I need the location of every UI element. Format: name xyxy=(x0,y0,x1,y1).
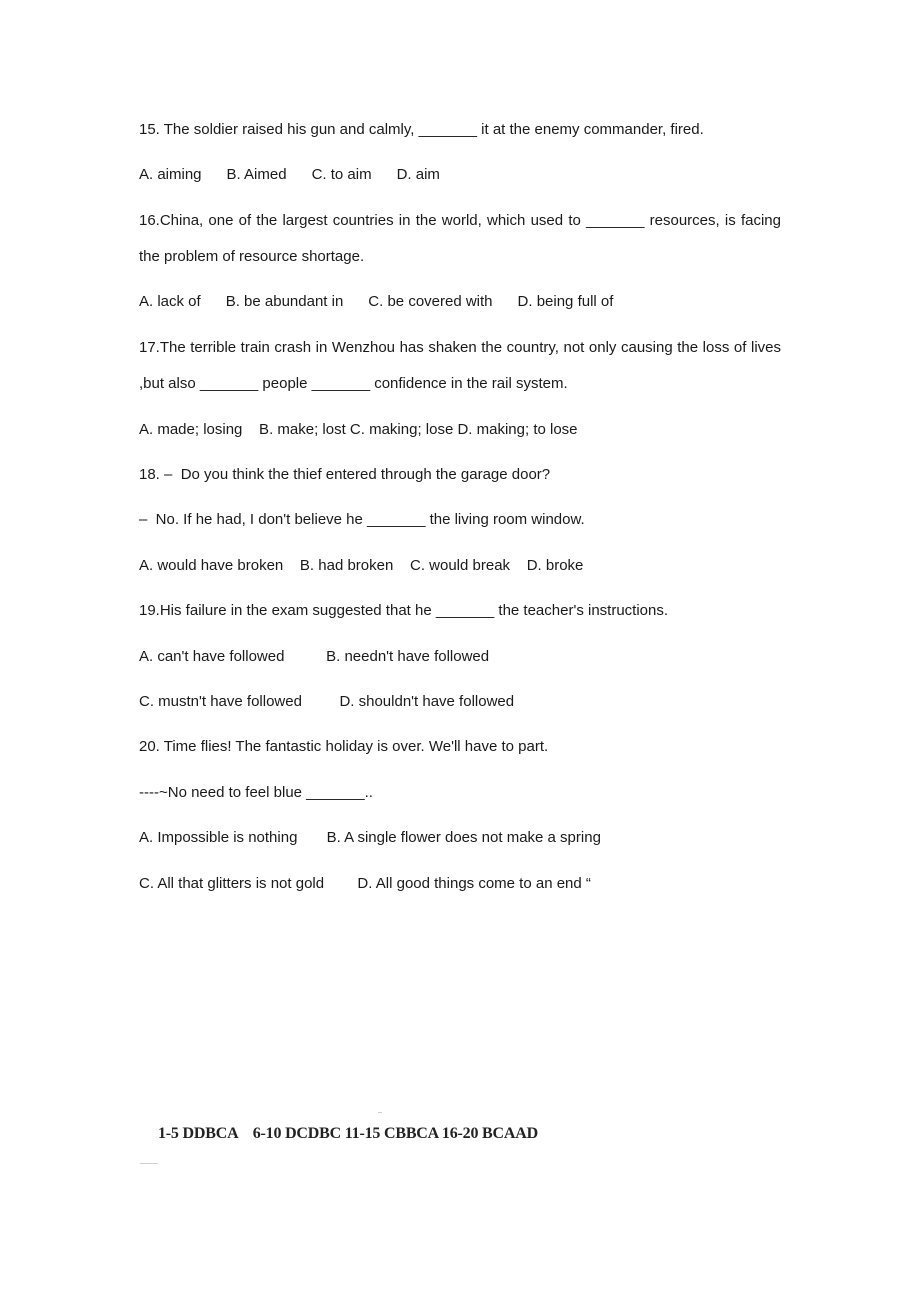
question-16-stem-line1: 16.China, one of the largest countries in the world, which used to _______ resources, is facing xyxy=(139,212,781,229)
scan-speck xyxy=(378,1112,382,1113)
question-16-stem-line2: the problem of resource shortage. xyxy=(139,248,365,265)
question-20-reply: ----~No need to feel blue _______.. xyxy=(139,784,373,801)
question-18-reply: – No. If he had, I don't believe he _______ the living room window. xyxy=(139,511,585,528)
question-20-stem: 20. Time flies! The fantastic holiday is over. We'll have to part. xyxy=(139,738,549,755)
scan-speck xyxy=(140,1163,158,1164)
question-20-options-line1: A. Impossible is nothing B. A single flower does not make a spring xyxy=(139,829,601,846)
question-15-options: A. aiming B. Aimed C. to aim D. aim xyxy=(139,166,440,183)
answer-key: 1-5 DDBCA 6-10 DCDBC 11-15 CBBCA 16-20 BCAAD xyxy=(158,1125,538,1142)
question-19-stem: 19.His failure in the exam suggested that he _______ the teacher's instructions. xyxy=(139,602,669,619)
question-19-options-line2: C. mustn't have followed D. shouldn't have followed xyxy=(139,693,515,710)
question-17-options: A. made; losing B. make; lost C. making; lose D. making; to lose xyxy=(139,421,578,438)
question-18-stem: 18. – Do you think the thief entered through the garage door? xyxy=(139,466,551,483)
question-17-stem-line2: ,but also _______ people _______ confidence in the rail system. xyxy=(139,375,568,392)
question-19-options-line1: A. can't have followed B. needn't have followed xyxy=(139,648,490,665)
question-17-stem-line1: 17.The terrible train crash in Wenzhou has shaken the country, not only causing the loss of lives xyxy=(139,339,781,356)
question-15-stem: 15. The soldier raised his gun and calmly, _______ it at the enemy commander, fired. xyxy=(139,121,704,138)
question-18-options: A. would have broken B. had broken C. would break D. broke xyxy=(139,557,584,574)
question-16-options: A. lack of B. be abundant in C. be covered with D. being full of xyxy=(139,293,614,310)
question-20-options-line2: C. All that glitters is not gold D. All good things come to an end “ xyxy=(139,875,591,892)
